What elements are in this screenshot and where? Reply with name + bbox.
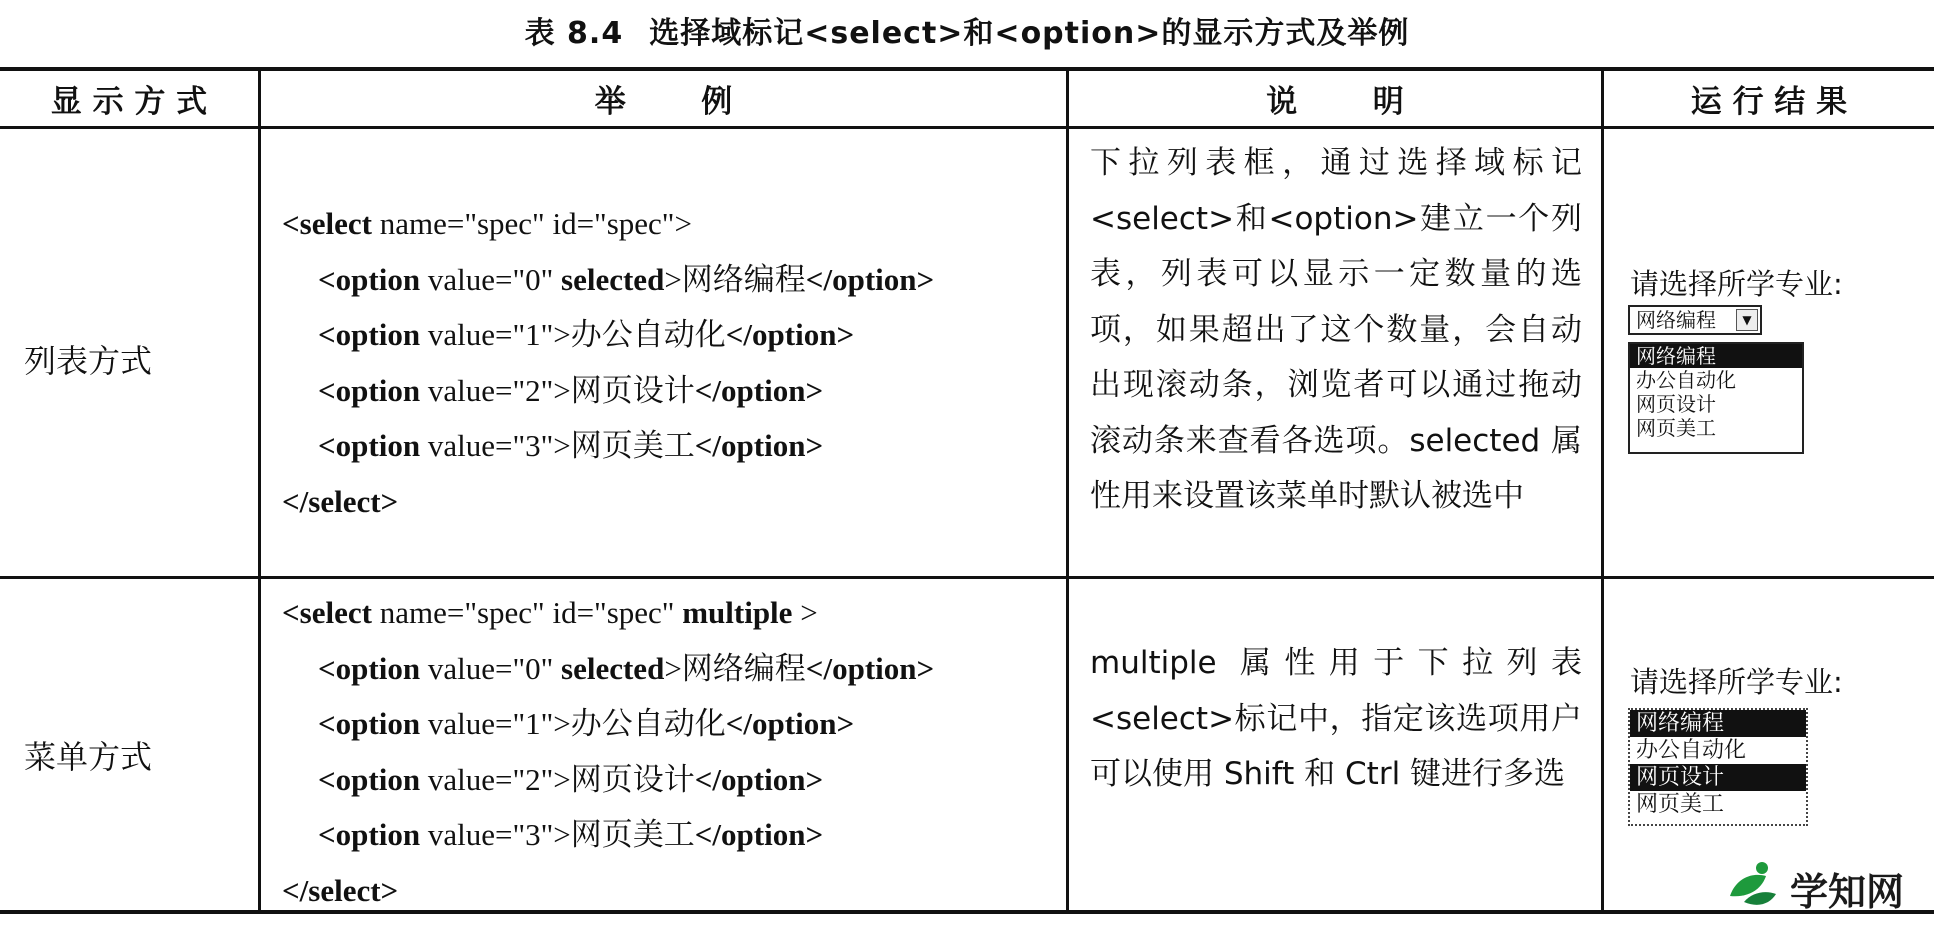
code-keyword: </select> [282,872,399,908]
watermark-logo [1722,852,1904,924]
code-keyword: <option [318,817,421,852]
code-keyword: </option> [725,706,855,741]
rule-row [0,576,1934,579]
code-text: name="spec" id="spec"> [371,206,692,241]
code-text: value="3">网页美工 [420,817,695,852]
col-divider-2 [1066,67,1069,914]
code-text: value="2">网页设计 [420,761,695,797]
code-keyword: selected [561,261,665,297]
code-keyword: <option [318,428,421,463]
code-text: >网络编程 [664,261,806,297]
row1-dropdown-list[interactable] [1628,342,1804,454]
row2-description: multiple 属性用于下拉列表<select>标记中，指定该选项用户可以使用 Shift 和 Ctrl 键进行多选 [1090,645,1582,792]
code-line [282,363,934,419]
code-text: value="0" [420,261,562,297]
code-text: > [792,595,818,630]
col-divider-1 [258,67,261,914]
code-line [282,196,934,252]
header-example: 举 例 [594,83,733,120]
select-option[interactable]: 网络编程 [1630,344,1802,368]
code-keyword: </option> [694,372,824,408]
code-line [282,863,934,919]
code-line [282,418,934,474]
row2-mode: 菜单方式 [24,738,153,776]
table-number: 表 8.4 [524,16,624,51]
code-line [282,307,934,363]
code-keyword: <option [318,650,421,686]
code-keyword: <option [318,317,421,352]
code-line [282,585,934,641]
rule-header [0,126,1934,129]
select-option[interactable]: 网页美工 [1636,416,1716,440]
code-keyword: </option> [694,761,824,797]
code-keyword: </option> [805,261,935,297]
code-line [282,641,934,697]
code-text: value="2">网页设计 [420,372,695,408]
code-keyword: </option> [694,817,824,852]
code-text: >网络编程 [664,650,806,686]
leaf-logo-icon [1722,858,1782,918]
code-text: name="spec" id="spec" [371,595,683,630]
header-mode: 显 示 方 式 [50,83,208,120]
row1-mode: 列表方式 [24,342,153,380]
row2-result-label: 请选择所学专业: [1630,665,1843,699]
row1-result-label: 请选择所学专业: [1630,267,1843,301]
code-line [282,474,934,530]
code-keyword: <option [318,706,421,741]
row1-code [282,196,934,529]
select-option[interactable]: 办公自动化 [1636,738,1747,763]
code-keyword: <option [318,761,421,797]
code-line [282,252,934,308]
table-title: 选择域标记<select>和<option>的显示方式及举例 [649,16,1410,51]
code-keyword: </option> [725,317,855,352]
select-option[interactable]: 办公自动化 [1636,368,1736,392]
code-keyword: <option [318,372,421,408]
header-result: 运 行 结 果 [1690,83,1848,120]
combo-value: 网络编程 [1636,308,1716,332]
select-option[interactable]: 网页设计 [1636,392,1716,416]
col-divider-3 [1601,67,1604,914]
watermark-text: 学知网 [1790,869,1905,914]
chevron-down-icon[interactable]: ▼ [1736,309,1758,331]
select-option[interactable]: 网络编程 [1630,710,1806,737]
row1-select-combo[interactable] [1628,305,1762,335]
code-text: value="1">办公自动化 [420,317,726,352]
code-keyword: <select [282,206,372,241]
row2-code [282,585,934,918]
select-option[interactable]: 网页设计 [1630,764,1806,791]
select-option[interactable]: 网页美工 [1636,792,1725,817]
code-keyword: <select [282,595,372,630]
code-line [282,807,934,863]
code-keyword: </option> [694,428,824,463]
row1-description: 下拉列表框，通过选择域标记<select>和<option>建立一个列表，列表可以显示一定数量的选项，如果超出了这个数量，会自动出现滚动条，浏览者可以通过拖动滚动条来查看各选项。selected 属性用来设置该菜单时默认被选中 [1090,145,1582,514]
code-keyword: </select> [282,483,399,519]
code-line [282,752,934,808]
code-keyword: multiple [682,595,793,630]
header-desc: 说 明 [1266,83,1404,120]
code-text: value="0" [420,650,562,686]
code-text: value="1">办公自动化 [420,706,726,741]
code-keyword: </option> [805,650,935,686]
code-text: value="3">网页美工 [420,428,695,463]
code-line [282,696,934,752]
row2-multiselect-list[interactable] [1628,708,1808,826]
table-caption [0,8,1934,52]
code-keyword: selected [561,650,665,686]
code-keyword: <option [318,261,421,297]
